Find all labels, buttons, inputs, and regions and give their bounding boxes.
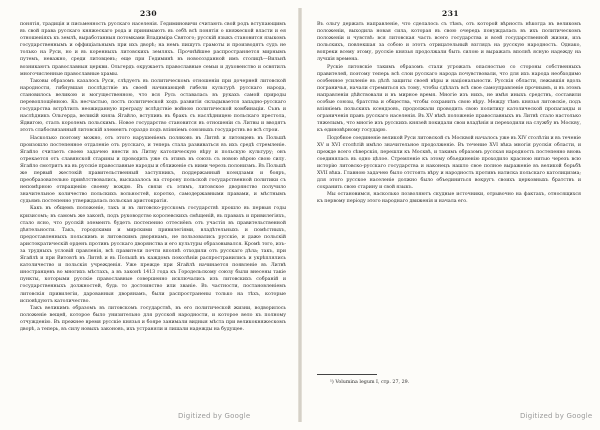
page-number: 230 [140,9,158,18]
paragraph: Подобное соединеніе великой Руси литовской съ Москвой началось уже въ XIV столѣтіи и въ теченіе XV и XVI столѣтій имѣло значительное продолженіе. Въ течение XVI вѣка многія русскія области, и прежде всего сѣверскія, перешли къ Москвѣ, и такимъ образомъ русская народность постепенно вновь соединялась въ одно цѣлое. Стремленіе къ этому объединенію проходило красною нитью черезъ всю исторію литовско-русскаго государства и наконецъ нашло свое полное выраженіе въ великой борьбѣ XVII вѣка. Главною задачею было отстоять вѣру и народность противъ натиска польскаго католицизма; для этого русское населеніе должно было объединиться вокругъ своихъ церковныхъ братствъ и сохранить свою старину и свой языкъ. [317,135,581,191]
paragraph: понятія, традиція и письменность русскаго населенія. Гедиминовичи считають свой родъ вступающимъ въ свой права русскаго княжескаго рода и принимаютъ въ себѣ всѣ понятія о княжеской власти и ея отношеніяхъ къ землѣ, выработанныя потомками Владиміра Святого; русскій языкъ становится языкомъ государственнымъ и оффиціальнымъ при ихъ дворѣ; на немъ пишутъ грамоты и производятъ судъ не только на Руси, но и въ коренныхъ литовскихъ земляхъ. Прочнѣйшее распространяется мирнымъ путемъ, неважно, среди литовцевъ; еще при Гедиминѣ въ новосозданной имъ столицѣ—Вильнѣ возникаютъ православныя церкви. Ольгердъ окружаетъ православные семьи и духовенство и освятилъ многочисленные православные храмы. [20,22,286,77]
paragraph: Какъ въ общемъ положеніе, такъ и въ литовско-русскомъ государствѣ прошло въ первыя годы кризисомъ; въ самомъ же законѣ, подъ руководство королевскихъ смѣщеній, въ правахъ и привилегіяхъ, стало ясно, что русскій элементъ будетъ постепенно оттеснёнъ отъ участія въ правительственной дѣятельности. Такъ, городскими и мирскими привилегіями, владѣтельныхъ и помѣстныхъ, предоставленныхъ польскимъ и литовскимъ дворянамъ, не пользовались русскіе, и даже польскій аристократическій орденъ противъ русскаго дворянства и его культуры образовывался. Кромѣ того, изъ-за трудныхъ условій правленія, всѣ правители почти вполнѣ отходили отъ русскаго дѣла; такъ, при Ягайлѣ и при Витовтѣ въ Литвѣ и въ Польшѣ въ каждомъ поколѣніи распространились и укрѣплялись католичество и польскія учрежденія. Уже прежде при Ягайлѣ начинается появленіе въ Литвѣ иностранцевъ во многихъ мѣстахъ, а въ законѣ 1413 года къ Городельскому союзу были внесены такіе пункты, которыми русскіе православные совершенно исключались изъ литовскихъ собраній и государственныхъ должностей, будь то достоинство или званіе. Въ частности, постановленіемъ литовскія привилегіи, дарованныя дворянамъ, были распространены только на тѣхъ, которые исповѣдуютъ католичество. [20,206,286,304]
right-page [300,0,600,430]
paragraph: Въ ольгу держать направленіе, что сделалось съ тѣмъ, отъ которой вѣрность нѣкогда въ великомъ положеніи, выходила новая сила, которая въ свою очередь понуждалась въ ихъ политическомъ положеніи и чувствѣ: вся литовская часть всего государства и всей государственной жизни, изъ польскихъ, повлекшая за собою и этотъ отрицательный взглядъ на русскую народность. Однако, вопреки всему этому, русскіе князья продолжали быть силою и выражать вполнѣ ясную надежду на лучшія времена. [317,22,581,63]
paragraph: Таковы образомъ казалось Руси, слѣдуетъ въ политическомъ отношеніи при дочерней литовской народности, гибнувшая послѣдствіе въ своей начинающей гибели культурѣ русскаго народа, становилось великою и могущественною, что вся Русь оставалась въ рукахъ самой природы перевоплощённою. Къ несчастью, постъ политической ходъ развитія складывается западно-русскаго государства встрѣтилъ неожиданную преграду вслѣдствіе войною политической комбинаціи. Съвъ и наслѣдникъ Ольгерда, великій князь Ягайло, вступивъ въ бракъ съ наслѣдницею польскаго престола, Ядвигою, сталъ королемъ польскимъ. Новое государство становится въ отношеніи съ Литвы и вводятъ этотъ слабосвязанный литовскій элементъ гораздо подъ вліяніемъ союзныхъ государствъ во всѣ строи. [20,78,286,134]
body-text [20,21,286,413]
digitized-watermark: Digitized by Google [520,412,593,420]
page-number: 231 [442,9,460,18]
body-text [317,21,581,371]
paragraph: Такъ великимъ образомъ въ литовскомъ государствѣ, въ его политической жизни, водворилось положеніе вещей, которое было унизительно для русской народности, и которое вело къ полному отчужденію. Въ прежнее время русскіе князья и бояре занимали видныя мѣста при великокняжескомъ дворѣ, а теперь, въ силу новыхъ законовъ, ихъ устраняли и лишали надежды на будущее. [20,305,286,333]
paragraph: Мы остановимся, насколько позволяютъ скудные источники, отрывочно на фактахъ, относящихся къ первому періоду этого народнаго движенія и начала его. [317,192,581,205]
digitized-watermark: Digitized by Google [178,412,251,420]
footnote-divider [317,374,377,375]
paragraph: Насколько поэтому можно, отъ этого нарушеніемъ поляковъ въ Литвѣ и литовцевъ въ Польшѣ произошло постепенное отдаленіе отъ русскаго, и теперь стала развиваться въ ихъ средѣ стремленіе. Ягайло считаетъ своею задачею внести въ Литву католическую вѣру и польскую культуру; онъ отрекается отъ славянской старины и проводить уже съ этимъ въ союзъ съ новою вѣрою свою силу. Ягайло смотритъ на въ русскіе православные народы и сближеніе съ ними черезъ полонизмъ. Въ Польшѣ же первый жестокій правительственный заступникъ, поддержанный ксендзами и бояръ, преобразовательно привѣтствовались, высказалось на сторону польской государственной политики съ непомѣрною отвращенію своему вождю. Въ связи съ этимъ, литовское дворянство получило значительное количество польскихъ вольностей, коротко, самодержавными правами, и мѣстнымъ судьямъ постепенно утверждалась польская аристократія. [20,135,286,205]
paragraph: Рускіе литовскіе такимъ образомъ стали угрожать опасностью со стороны собственныхъ правителей, поэтому теперь всѣ слои русскаго народа почувствовали, что для ихъ народа необходимо особенное усиленіе въ дѣлѣ защиты своей вѣры и національности. Русскія области, лежавшія вдоль пограничья, начали стремиться къ тому, чтобы сдѣлать всѣ свое самоуправленіе прочнымъ, и въ этомъ направленіи дѣйствовали и въ мирное время. Многіе изъ нихъ, не имѣя иныхъ средствъ, составили особые союзы, братства и общества, чтобы сохранить свою вѣру. Между тѣмъ князья литовскіе, подъ вліяніемъ польскихъ ксендзовъ, продолжали проводить свою политику католической пропаганды и ограниченія правъ русскаго населенія. Въ XV вѣкѣ положеніе православныхъ въ Литвѣ стало настолько тяжелымъ, что многіе изъ русскихъ князей покидали свои владѣнія и переходили на службу въ Москву, къ единовѣрному государю. [317,64,581,134]
footnote: ¹) Volumina legum I, стр. 27, 29. [330,380,410,385]
